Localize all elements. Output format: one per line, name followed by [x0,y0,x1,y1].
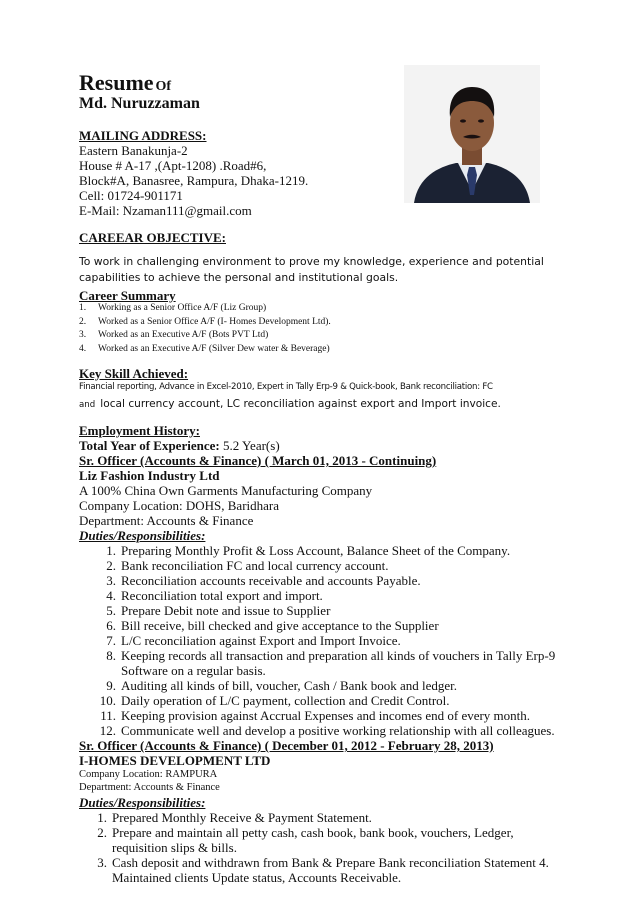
career-summary-item [79,302,266,314]
company-department: Department: Accounts & Finance [79,513,254,528]
mailing-address-heading: MAILING ADDRESS: [79,128,207,143]
duties-heading: Duties/Responsibilities: [79,795,206,810]
duty-number: 9. [106,678,116,693]
company-location: Company Location: DOHS, Baridhara [79,498,280,513]
item-text: Worked as an Executive A/F (Bots PVT Ltd) [98,330,269,340]
duty-continuation: Software on a regular basis. [121,663,266,678]
total-experience [79,438,280,453]
career-summary-heading: Career Summary [79,288,176,303]
mailing-line: Block#A, Banasree, Rampura, Dhaka-1219. [79,173,309,188]
duty-continuation: Maintained clients Update status, Accounts Receivable. [112,870,402,885]
item-text: Worked as a Senior Office A/F (I- Homes Development Ltd). [98,317,331,327]
duty-text: Bank reconciliation FC and local currency account. [121,558,389,573]
candidate-name: Md. Nuruzzaman [79,95,200,112]
key-skill-line: Financial reporting, Advance in Excel-2010, Expert in Tally Erp-9 & Quick-book, Bank reconciliation: FC [79,382,493,392]
duty-item [79,678,457,693]
company-name: I-HOMES DEVELOPMENT LTD [79,753,271,768]
duty-text: Communicate well and develop a positive working relationship with all colleagues. [121,723,555,738]
duty-number: 8. [106,648,116,663]
total-experience-label: Total Year of Experience: [79,438,220,453]
item-number: 4. [79,344,87,354]
duty-continuation: requisition slips & bills. [112,840,237,855]
item-number: 3. [79,330,87,340]
duty-number: 3. [97,855,107,870]
key-skill-heading: Key Skill Achieved: [79,366,189,381]
duty-text: Prepare Debit note and issue to Supplier [121,603,331,618]
job-title: Sr. Officer (Accounts & Finance) ( December 01, 2012 - February 28, 2013) [79,738,494,753]
item-text: Worked as an Executive A/F (Silver Dew water & Beverage) [98,344,330,354]
mailing-email: E-Mail: Nzaman111@gmail.com [79,203,252,218]
duty-number: 2. [97,825,107,840]
key-skill-line [79,394,501,413]
duty-number: 6. [106,618,116,633]
duty-item [79,708,530,723]
duty-text: Bill receive, bill checked and give acceptance to the Supplier [121,618,439,633]
duty-item [79,825,514,840]
duty-item [79,723,555,738]
duty-item [79,558,388,573]
duty-number: 7. [106,633,116,648]
career-summary-item [79,343,330,355]
duty-number: 10. [99,693,116,708]
duty-text: Auditing all kinds of bill, voucher, Cash / Bank book and ledger. [121,678,457,693]
employment-history-heading: Employment History: [79,423,200,438]
mailing-line: House # A-17 ,(Apt-1208) .Road#6, [79,158,267,173]
duty-text: Keeping records all transaction and preparation all kinds of vouchers in Tally Erp-9 [121,648,556,663]
duty-number: 12. [99,723,116,738]
duty-text: Daily operation of L/C payment, collection and Credit Control. [121,693,450,708]
duties-heading: Duties/Responsibilities: [79,528,206,543]
career-summary-item [79,329,268,341]
duty-text: Preparing Monthly Profit & Loss Account, Balance Sheet of the Company. [121,543,511,558]
duty-item [79,603,330,618]
duty-item [79,543,510,558]
duty-number: 3. [106,573,116,588]
career-summary-item [79,316,331,328]
resume-word: Resume [79,70,154,95]
key-skill-and: and [79,400,96,410]
company-department: Department: Accounts & Finance [79,782,220,793]
duty-item [79,588,323,603]
duty-item [79,618,439,633]
duty-number: 5. [106,603,116,618]
duty-text: Prepare and maintain all petty cash, cash book, bank book, vouchers, Ledger, [112,825,514,840]
of-word: Of [155,79,172,94]
person-portrait-icon [404,65,540,203]
duty-item [79,633,401,648]
duty-number: 4. [106,588,116,603]
duty-item [79,855,549,870]
duty-number: 1. [97,810,107,825]
duty-number: 2. [106,558,116,573]
duty-text: Keeping provision against Accrual Expenses and incomes end of every month. [121,708,531,723]
career-objective-heading: CAREEAR OBJECTIVE: [79,230,226,245]
total-experience-value: 5.2 Year(s) [222,438,280,453]
key-skill-rest: local currency account, LC reconciliation against export and Import invoice. [100,398,501,410]
duty-item [79,648,555,663]
duty-text: Prepared Monthly Receive & Payment Statement. [112,810,372,825]
duty-text: L/C reconciliation against Export and Import Invoice. [121,633,401,648]
item-number: 2. [79,317,87,327]
mailing-line: Cell: 01724-901171 [79,188,183,203]
duty-text: Reconciliation total export and import. [121,588,323,603]
mailing-line: Eastern Banakunja-2 [79,143,188,158]
company-name: Liz Fashion Industry Ltd [79,468,220,483]
profile-photo [404,65,540,203]
duty-number: 11. [100,708,116,723]
career-objective-line: capabilities to achieve the personal and institutional goals. [79,271,399,284]
item-text: Working as a Senior Office A/F (Liz Group) [98,303,267,313]
duty-text: Cash deposit and withdrawn from Bank & Prepare Bank reconciliation Statement 4. [112,855,549,870]
company-location: Company Location: RAMPURA [79,769,218,780]
duty-item [79,573,421,588]
duty-item [79,810,372,825]
duty-number: 1. [106,543,116,558]
job-title: Sr. Officer (Accounts & Finance) ( March 01, 2013 - Continuing) [79,453,437,468]
career-objective-line: To work in challenging environment to prove my knowledge, experience and potential [79,255,544,268]
company-description: A 100% China Own Garments Manufacturing Company [79,483,373,498]
duty-item [79,693,450,708]
duty-text: Reconciliation accounts receivable and accounts Payable. [121,573,421,588]
item-number: 1. [79,303,87,313]
